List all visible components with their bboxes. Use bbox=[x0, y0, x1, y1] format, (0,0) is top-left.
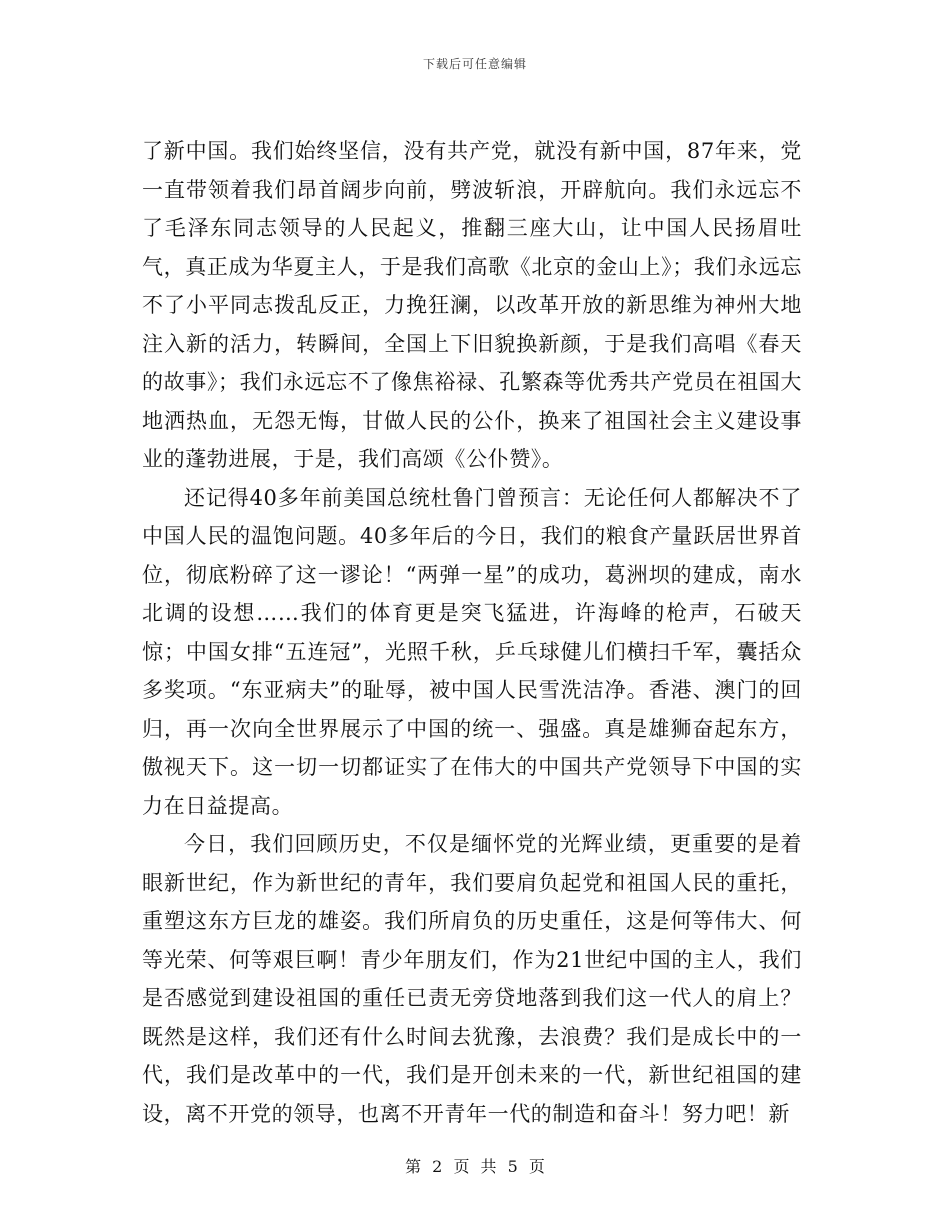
paragraph-1: 了新中国。我们始终坚信，没有共产党，就没有新中国，87年来，党一直带领着我们昂首阔步向前，劈波斩浪，开辟航向。我们永远忘不了毛泽东同志领导的人民起义，推翻三座大山，让中国人民扬眉吐气，真正成为华夏主人，于是我们高歌《北京的金山上》；我们永远忘不了小平同志拨乱反正，力挽狂澜，以改革开放的新思维为神州大地注入新的活力，转瞬间，全国上下旧貌换新颜，于是我们高唱《春天的故事》；我们永远忘不了像焦裕禄、孔繁森等优秀共产党员在祖国大地洒热血，无怨无悔，甘做人民的公仆，换来了祖国社会主义建设事业的蓬勃进展，于是，我们高颂《公仆赞》。 bbox=[142, 139, 802, 471]
paragraph-3: 今日，我们回顾历史，不仅是缅怀党的光辉业绩，更重要的是着眼新世纪，作为新世纪的青年，我们要肩负起党和祖国人民的重托，重塑这东方巨龙的雄姿。我们所肩负的历史重任，这是何等伟大、何等光荣、何等艰巨啊！青少年朋友们，作为21世纪中国的主人，我们是否感觉到建设祖国的重任已责无旁贷地落到我们这一代人的肩上？既然是这样，我们还有什么时间去犹豫，去浪费？我们是成长中的一代，我们是改革中的一代，我们是开创未来的一代，新世纪祖国的建设，离不开党的领导，也离不开青年一代的制造和奋斗！努力吧！新 bbox=[142, 832, 802, 1126]
document-body bbox=[142, 132, 802, 1133]
paragraph-2: 还记得40多年前美国总统杜鲁门曾预言：无论任何人都解决不了中国人民的温饱问题。40多年后的今日，我们的粮食产量跃居世界首位，彻底粉碎了这一谬论！“两弹一星”的成功，葛洲坝的建成，南水北调的设想……我们的体育更是突飞猛进，许海峰的枪声，石破天惊；中国女排“五连冠”，光照千秋，乒乓球健儿们横扫千军，囊括众多奖项。“东亚病夫”的耻辱，被中国人民雪洗洁净。香港、澳门的回归，再一次向全世界展示了中国的统一、强盛。真是雄狮奋起东方，傲视天下。这一切一切都证实了在伟大的中国共产党领导下中国的实力在日益提高。 bbox=[142, 485, 802, 818]
header-note: 下载后可任意编辑 bbox=[422, 57, 527, 71]
page-number-footer: 第 2 页 共 5 页 bbox=[405, 1157, 545, 1176]
